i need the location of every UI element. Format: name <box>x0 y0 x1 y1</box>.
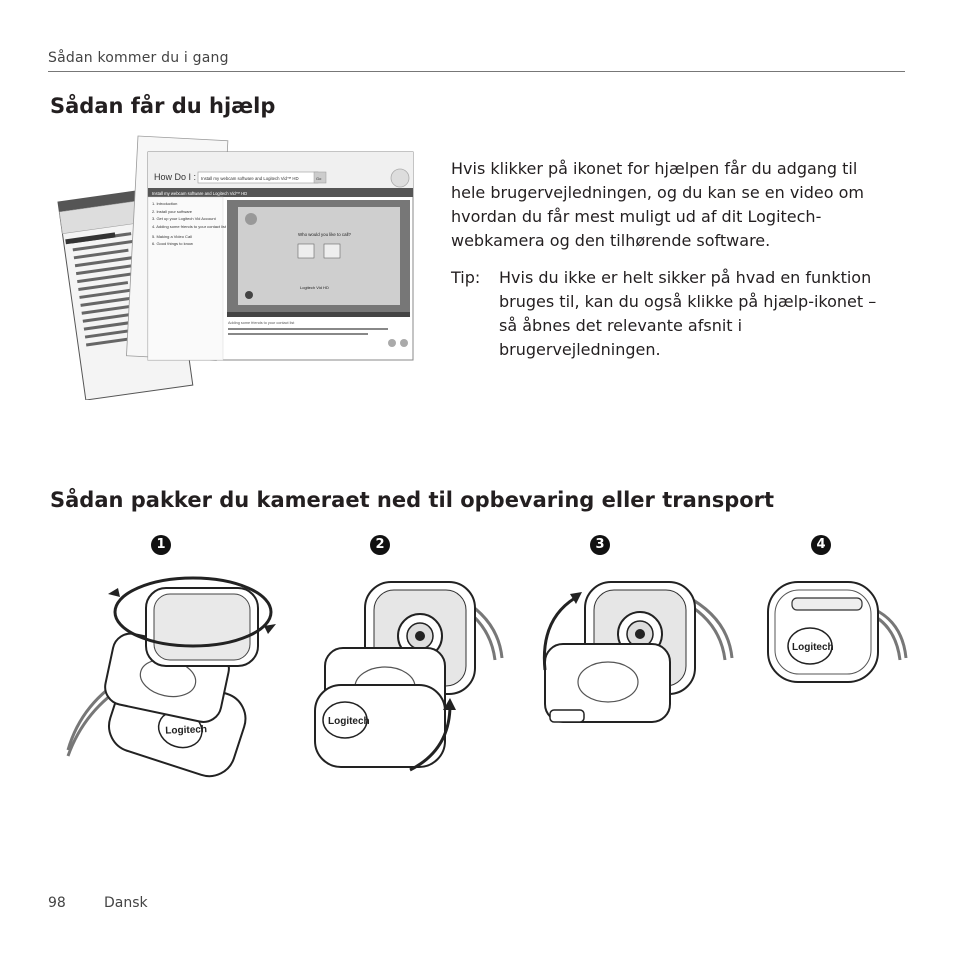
help-screenshot <box>48 130 428 400</box>
header-rule <box>48 71 905 72</box>
help-main-window <box>148 152 413 360</box>
help-step-2: 2. Install your software <box>152 209 193 214</box>
step-number-4: 4 <box>811 535 831 555</box>
step-4-illustration <box>740 560 950 760</box>
step-3-illustration <box>520 560 750 780</box>
help-step-3: 3. Get up your Logitech Vid Account <box>152 216 216 221</box>
step-1-illustration <box>58 560 288 780</box>
footer-language: Dansk <box>104 895 148 911</box>
step-1-logo: Logitech <box>165 724 208 737</box>
howdoi-label: How Do I : <box>154 172 197 182</box>
help-step-1: 1. Introduction <box>152 201 178 206</box>
footer <box>48 895 148 911</box>
step-number-3: 3 <box>590 535 610 555</box>
page-number: 98 <box>48 895 66 911</box>
help-intro: Hvis klikker på ikonet for hjælpen får du adgang til hele brugervejledningen, og du kan se en video om hvordan du får mest muligt ud af dit Logitech-webkamera og den tilhørende software. <box>451 159 864 250</box>
help-step-4: 4. Adding some friends to your contact list <box>152 224 227 229</box>
tip-label: Tip: <box>451 268 481 287</box>
step-4-logo: Logitech <box>792 642 834 653</box>
step-2-logo: Logitech <box>328 716 370 727</box>
step-2-illustration <box>290 560 520 780</box>
help-banner: Install my webcam software and Logitech Vid™ HD <box>152 191 248 196</box>
video-caption: Adding some friends to your contact list <box>228 321 295 325</box>
step-number-2: 2 <box>370 535 390 555</box>
add-contact-icon <box>298 244 314 258</box>
howdoi-dropdown[interactable]: Install my webcam software and Logitech Vid™ HD <box>201 176 299 181</box>
step-number-1: 1 <box>151 535 171 555</box>
help-title: Sådan får du hjælp <box>50 94 276 118</box>
go-label: Go <box>316 176 322 181</box>
call-icon <box>324 244 340 258</box>
call-question: Who would you like to call? <box>298 232 351 237</box>
vid-brand: Logitech Vid HD <box>300 285 329 290</box>
tip-text: Hvis du ikke er helt sikker på hvad en funktion bruges til, kan du også klikke på hjælp-ikonet – så åbnes det relevante afsnit i brugervejledningen. <box>499 268 877 359</box>
packing-title: Sådan pakker du kameraet ned til opbevaring eller transport <box>50 488 775 512</box>
help-step-5: 5. Making a Video Call <box>152 234 192 239</box>
help-step-6: 6. Good things to know <box>152 241 193 246</box>
section-header: Sådan kommer du i gang <box>48 50 229 66</box>
